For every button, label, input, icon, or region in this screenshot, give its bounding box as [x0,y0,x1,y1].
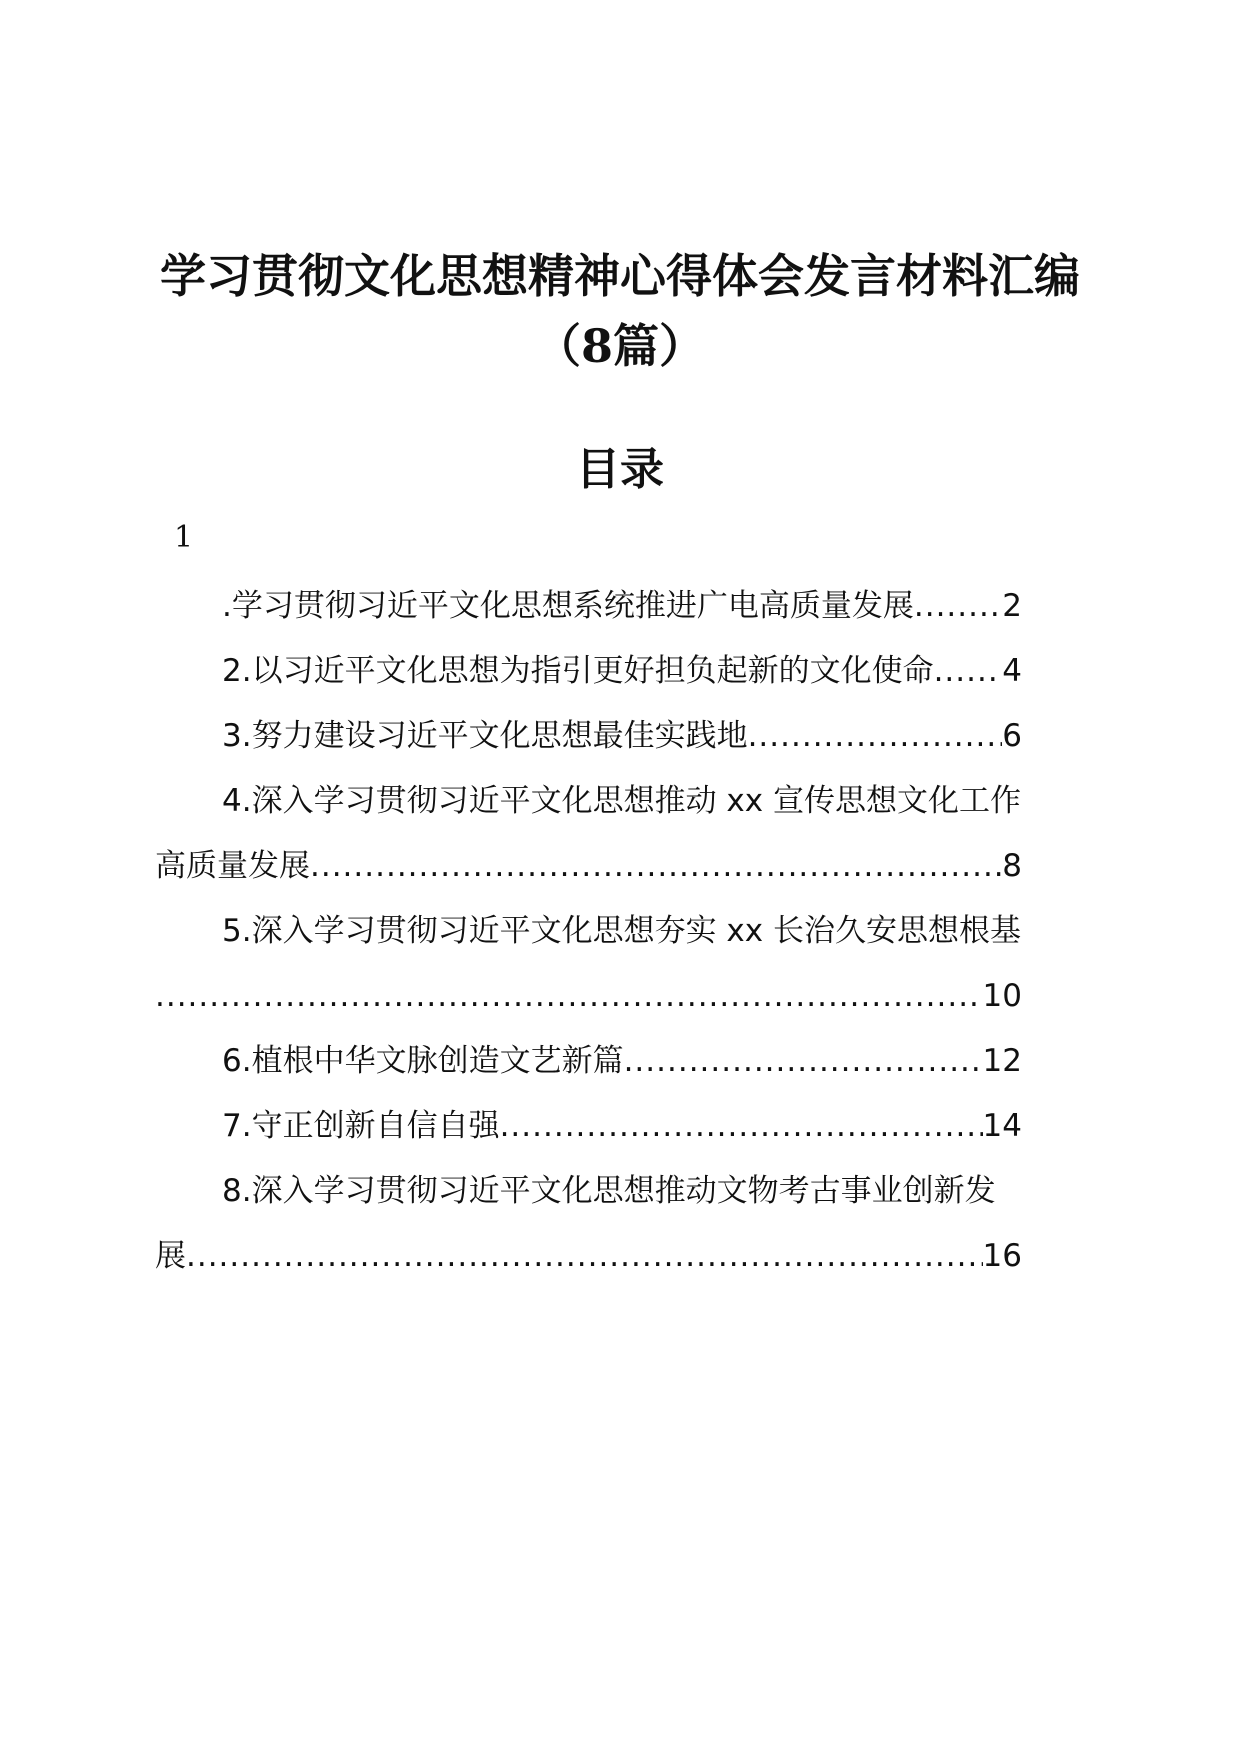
toc-leader-dots [500,1104,983,1148]
toc-entry-text: 5.深入学习贯彻习近平文化思想夯实 xx 长治久安思想根基 [222,913,1021,949]
toc-entry-page: 2 [1002,588,1022,624]
document-subtitle-count: （8篇） [534,319,705,373]
toc-entry-5[interactable] [222,909,1082,953]
toc-entry-8[interactable] [222,1169,1082,1213]
toc-entry-text: 3.努力建设习近平文化思想最佳实践地 [222,718,748,754]
toc-entry-3[interactable] [222,714,1022,758]
toc-leader-dots [624,1039,983,1083]
toc-entry-text: 2.以习近平文化思想为指引更好担负起新的文化使命 [222,653,934,689]
toc-leader-dots [310,844,1002,888]
stray-number: 1 [174,520,194,555]
toc-entry-4-continued[interactable] [155,844,1022,888]
toc-leader-dots [914,584,1002,628]
toc-leader-dots [186,1234,983,1278]
toc-entry-page: 10 [982,978,1022,1014]
toc-entry-4[interactable] [222,779,1082,823]
toc-leader-dots [934,649,1003,693]
toc-entry-text-continued: 展 [155,1238,186,1274]
toc-entry-page: 8 [1002,848,1022,884]
toc-entry-page: 6 [1002,718,1022,754]
toc-entry-8-continued[interactable] [155,1234,1022,1278]
toc-entry-text: 6.植根中华文脉创造文艺新篇 [222,1043,624,1079]
toc-entry-text: 7.守正创新自信自强 [222,1108,500,1144]
toc-entry-1[interactable] [222,584,1022,628]
toc-entry-page: 4 [1002,653,1022,689]
toc-entry-5-continued[interactable] [155,974,1022,1018]
toc-entry-text: 4.深入学习贯彻习近平文化思想推动 xx 宣传思想文化工作 [222,783,1021,819]
toc-entry-text: .学习贯彻习近平文化思想系统推进广电高质量发展 [222,588,914,624]
toc-entry-page: 16 [982,1238,1022,1274]
toc-entry-2[interactable] [222,649,1022,693]
toc-heading: 目录 [576,444,664,495]
toc-entry-text: 8.深入学习贯彻习近平文化思想推动文物考古事业创新发 [222,1173,996,1209]
toc-entry-page: 14 [982,1108,1022,1144]
toc-entry-page: 12 [982,1043,1022,1079]
toc-entry-text-continued: 高质量发展 [155,848,310,884]
document-title: 学习贯彻文化思想精神心得体会发言材料汇编 [160,249,1080,303]
toc-leader-dots [155,974,983,1018]
toc-entry-7[interactable] [222,1104,1022,1148]
toc-leader-dots [748,714,1003,758]
toc-entry-6[interactable] [222,1039,1022,1083]
